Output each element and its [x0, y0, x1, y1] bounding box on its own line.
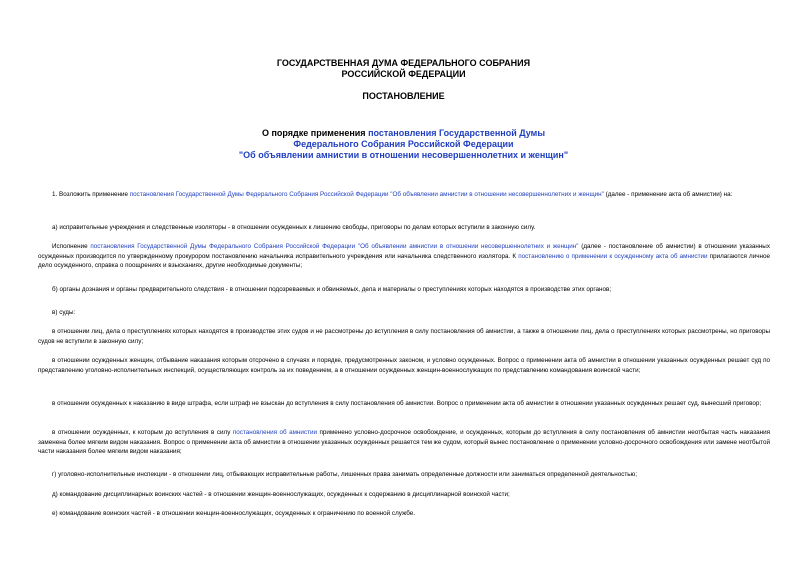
paragraph-v-4-link[interactable]: постановления об амнистии — [232, 429, 317, 436]
paragraph-1-text: 1. Возложить применение — [52, 191, 130, 198]
paragraph-1-link[interactable]: постановления Государственной Думы Федерального Собрания Российской Федерации "Об объявлении амнистии в отношении несовершеннолетних и женщин" — [129, 191, 604, 198]
paragraph-execution — [38, 242, 770, 271]
paragraph-execution-link-2[interactable]: постановлению о применении к осужденному акта об амнистии — [518, 252, 708, 260]
paragraph-v-3: в отношении осужденных к наказанию в виде штрафа, если штраф не взыскан до вступления в силу постановления об амнистии. Вопрос о применении акта об амнистии в отношении указанных осужденных решает суд, вынесший приговор; — [52, 400, 762, 407]
document-title — [0, 128, 807, 161]
paragraph-b: б) органы дознания и органы предварительного следствия - в отношении подозреваемых и обвиняемых, дела и материалы о преступлениях которых находятся в производстве этих органов; — [52, 286, 612, 293]
paragraph-execution-text-end: прилагаются личное дело осужденного, справка о поощрениях и взысканиях, другие необходимые документы; — [38, 252, 770, 270]
title-link-1[interactable]: постановления Государственной Думы — [368, 128, 546, 138]
issuing-body — [0, 58, 807, 80]
issuing-body-line-1: ГОСУДАРСТВЕННАЯ ДУМА ФЕДЕРАЛЬНОГО СОБРАНИЯ — [276, 58, 531, 68]
paragraph-execution-link-1[interactable]: постановления Государственной Думы Федерального Собрания Российской Федерации "Об объявлении амнистии в отношении несовершеннолетних и женщин" — [90, 243, 579, 250]
paragraph-v-4-text: в отношении осужденных, к которым до вступления в силу — [52, 429, 233, 436]
title-link-3[interactable]: "Об объявлении амнистии в отношении несовершеннолетних и женщин" — [238, 150, 569, 160]
title-prefix: О порядке применения — [261, 128, 369, 138]
paragraph-1-text-end: (далее - применение акта об амнистии) на: — [603, 191, 733, 198]
paragraph-v-2: в отношении осужденных женщин, отбывание наказания которым отсрочено в случаях и порядке, предусмотренных законом, и условно осужденных. Вопрос о применении акта об амнистии в отношении указанных осужденных решает суд по представлению уголовно-исполнительных инспекций, осуществляющих контроль за их поведением, а в отношении осужденных женщин-военнослужащих по представлению командования воинской части; — [38, 357, 770, 374]
paragraph-a: а) исправительные учреждения и следственные изоляторы - в отношении осужденных к лишению свободы, приговоры по делам которых вступили в законную силу. — [52, 224, 536, 231]
paragraph-execution-text: Исполнение — [52, 243, 91, 250]
paragraph-d: д) командование дисциплинарных воинских частей - в отношении женщин-военнослужащих, осужденных к содержанию в дисциплинарной воинской части; — [52, 491, 510, 498]
paragraph-e: е) командование воинских частей - в отношении женщин-военнослужащих, осужденных к ограничению по военной службе. — [52, 510, 416, 517]
paragraph-execution-text-mid: (далее - постановление об амнистии) в отношении указанных осужденных производится по утвержденному прокурором постановлению начальника исправительного учреждения или начальника следственного изолятора. К — [38, 243, 770, 260]
paragraph-v-4-text-end: применено условно-досрочное освобождение, и осужденных, которым до вступления в силу постановления об амнистии неотбытая часть наказания заменена более мягким видом наказания. Вопрос о применении акта об амнистии в отношении указанных осужденных решается тем же судом, который вынес постановление о применении условно-досрочного освобождения или замене неотбытой части наказания более мягким видом наказания; — [38, 429, 770, 456]
paragraph-v-1: в отношении лиц, дела о преступлениях которых находятся в производстве этих судов и не рассмотрены до вступления в силу постановления об амнистии, а также в отношении лиц, дела о преступлениях которых рассмотрены, но приговоры судов не вступили в законную силу; — [38, 328, 770, 345]
paragraph-g: г) уголовно-исполнительные инспекции - в отношении лиц, отбывающих исправительные работы, лишенных права занимать определенные должности или заниматься определенной деятельностью; — [52, 471, 637, 478]
paragraph-v: в) суды: — [52, 309, 76, 316]
paragraph-1 — [38, 190, 770, 200]
document-type: ПОСТАНОВЛЕНИЕ — [362, 91, 445, 101]
issuing-body-line-2: РОССИЙСКОЙ ФЕДЕРАЦИИ — [341, 69, 466, 79]
paragraph-v-4 — [38, 428, 770, 457]
title-link-2[interactable]: Федерального Собрания Российской Федерации — [293, 139, 514, 149]
